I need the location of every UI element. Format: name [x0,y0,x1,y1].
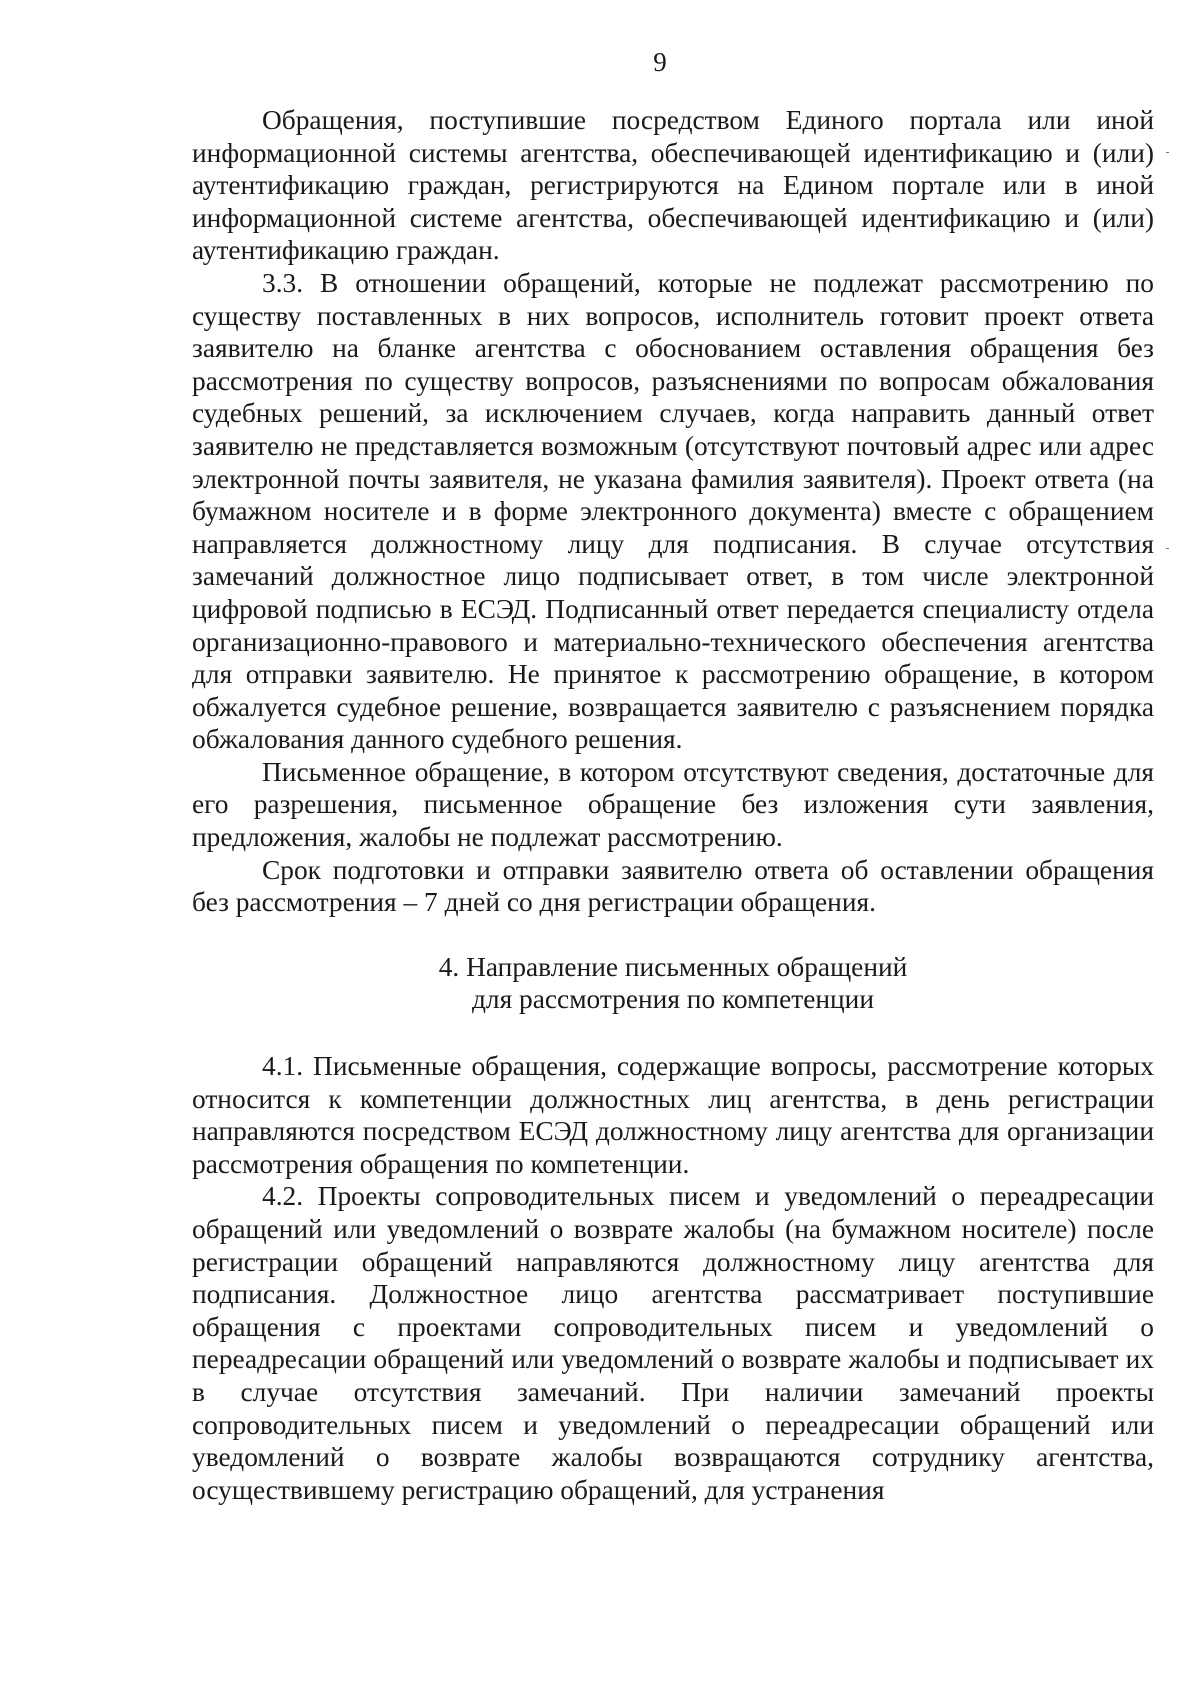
page-number: 9 [653,47,667,77]
paragraph-4-2: 4.2. Проекты сопроводительных писем и уведомлений о переадресации обращений или уведомлений о возврате жалобы (на бумажном носителе) после регистрации обращений направляются должностному лицу агентства для подписания. Должностное лицо агентства рассматривает поступившие обращения с проектами сопроводительных писем и уведомлений о переадресации обращений или уведомлений о возврате жалобы и подписывает их в случае отсутствия замечаний. При наличии замечаний проекты сопроводительных писем и уведомлений о переадресации обращений или уведомлений о возврате жалобы возвращаются сотруднику агентства, осуществившему регистрацию обращений, для устранения [192,1181,1154,1505]
scan-margin-mark [1166,152,1169,153]
paragraph-insufficient-information: Письменное обращение, в котором отсутствуют сведения, достаточные для его разрешения, письменное обращение без изложения сути заявления, предложения, жалобы не подлежат рассмотрению. [192,756,1154,853]
paragraph-response-deadline: Срок подготовки и отправки заявителю ответа об оставлении обращения без рассмотрения – 7 дней со дня регистрации обращения. [192,854,1154,918]
paragraph-3-3: 3.3. В отношении обращений, которые не подлежат рассмотрению по существу поставленных в них вопросов, исполнитель готовит проект ответа заявителю на бланке агентства с обоснованием оставления обращения без рассмотрения по существу вопросов, разъяснениями по вопросам обжалования судебных решений, за исключением случаев, когда направить данный ответ заявителю не представляется возможным (отсутствуют почтовый адрес или адрес электронной почты заявителя, не указана фамилия заявителя). Проект ответа (на бумажном носителе и в форме электронного документа) вместе с обращением направляется должностному лицу для подписания. В случае отсутствия замечаний должностное лицо подписывает ответ, в том числе электронной цифровой подписью в ЕСЭД. Подписанный ответ передается специалисту отдела организационно-правового и материально-технического обеспечения агентства для отправки заявителю. Не принятое к рассмотрению обращение, в котором обжалуется судебное решение, возвращается заявителю с разъяснением порядка обжалования данного судебного решения. [192,267,1154,755]
paragraph-4-1: 4.1. Письменные обращения, содержащие вопросы, рассмотрение которых относится к компетенции должностных лиц агентства, в день регистрации направляются посредством ЕСЭД должностному лицу агентства для организации рассмотрения обращения по компетенции. [192,1051,1154,1179]
scan-margin-mark [1166,548,1169,549]
document-body [192,104,1154,1506]
section-heading [192,951,1154,1016]
section-heading-line-1: 4. Направление письменных обращений [438,951,908,982]
section-heading-line-2: для рассмотрения по компетенции [471,984,874,1015]
paragraph-portal-registration: Обращения, поступившие посредством Единого портала или иной информационной системы агентства, обеспечивающей идентификацию и (или) аутентификацию граждан, регистрируются на Едином портале или в иной информационной системе агентства, обеспечивающей идентификацию и (или) аутентификацию граждан. [192,105,1154,266]
